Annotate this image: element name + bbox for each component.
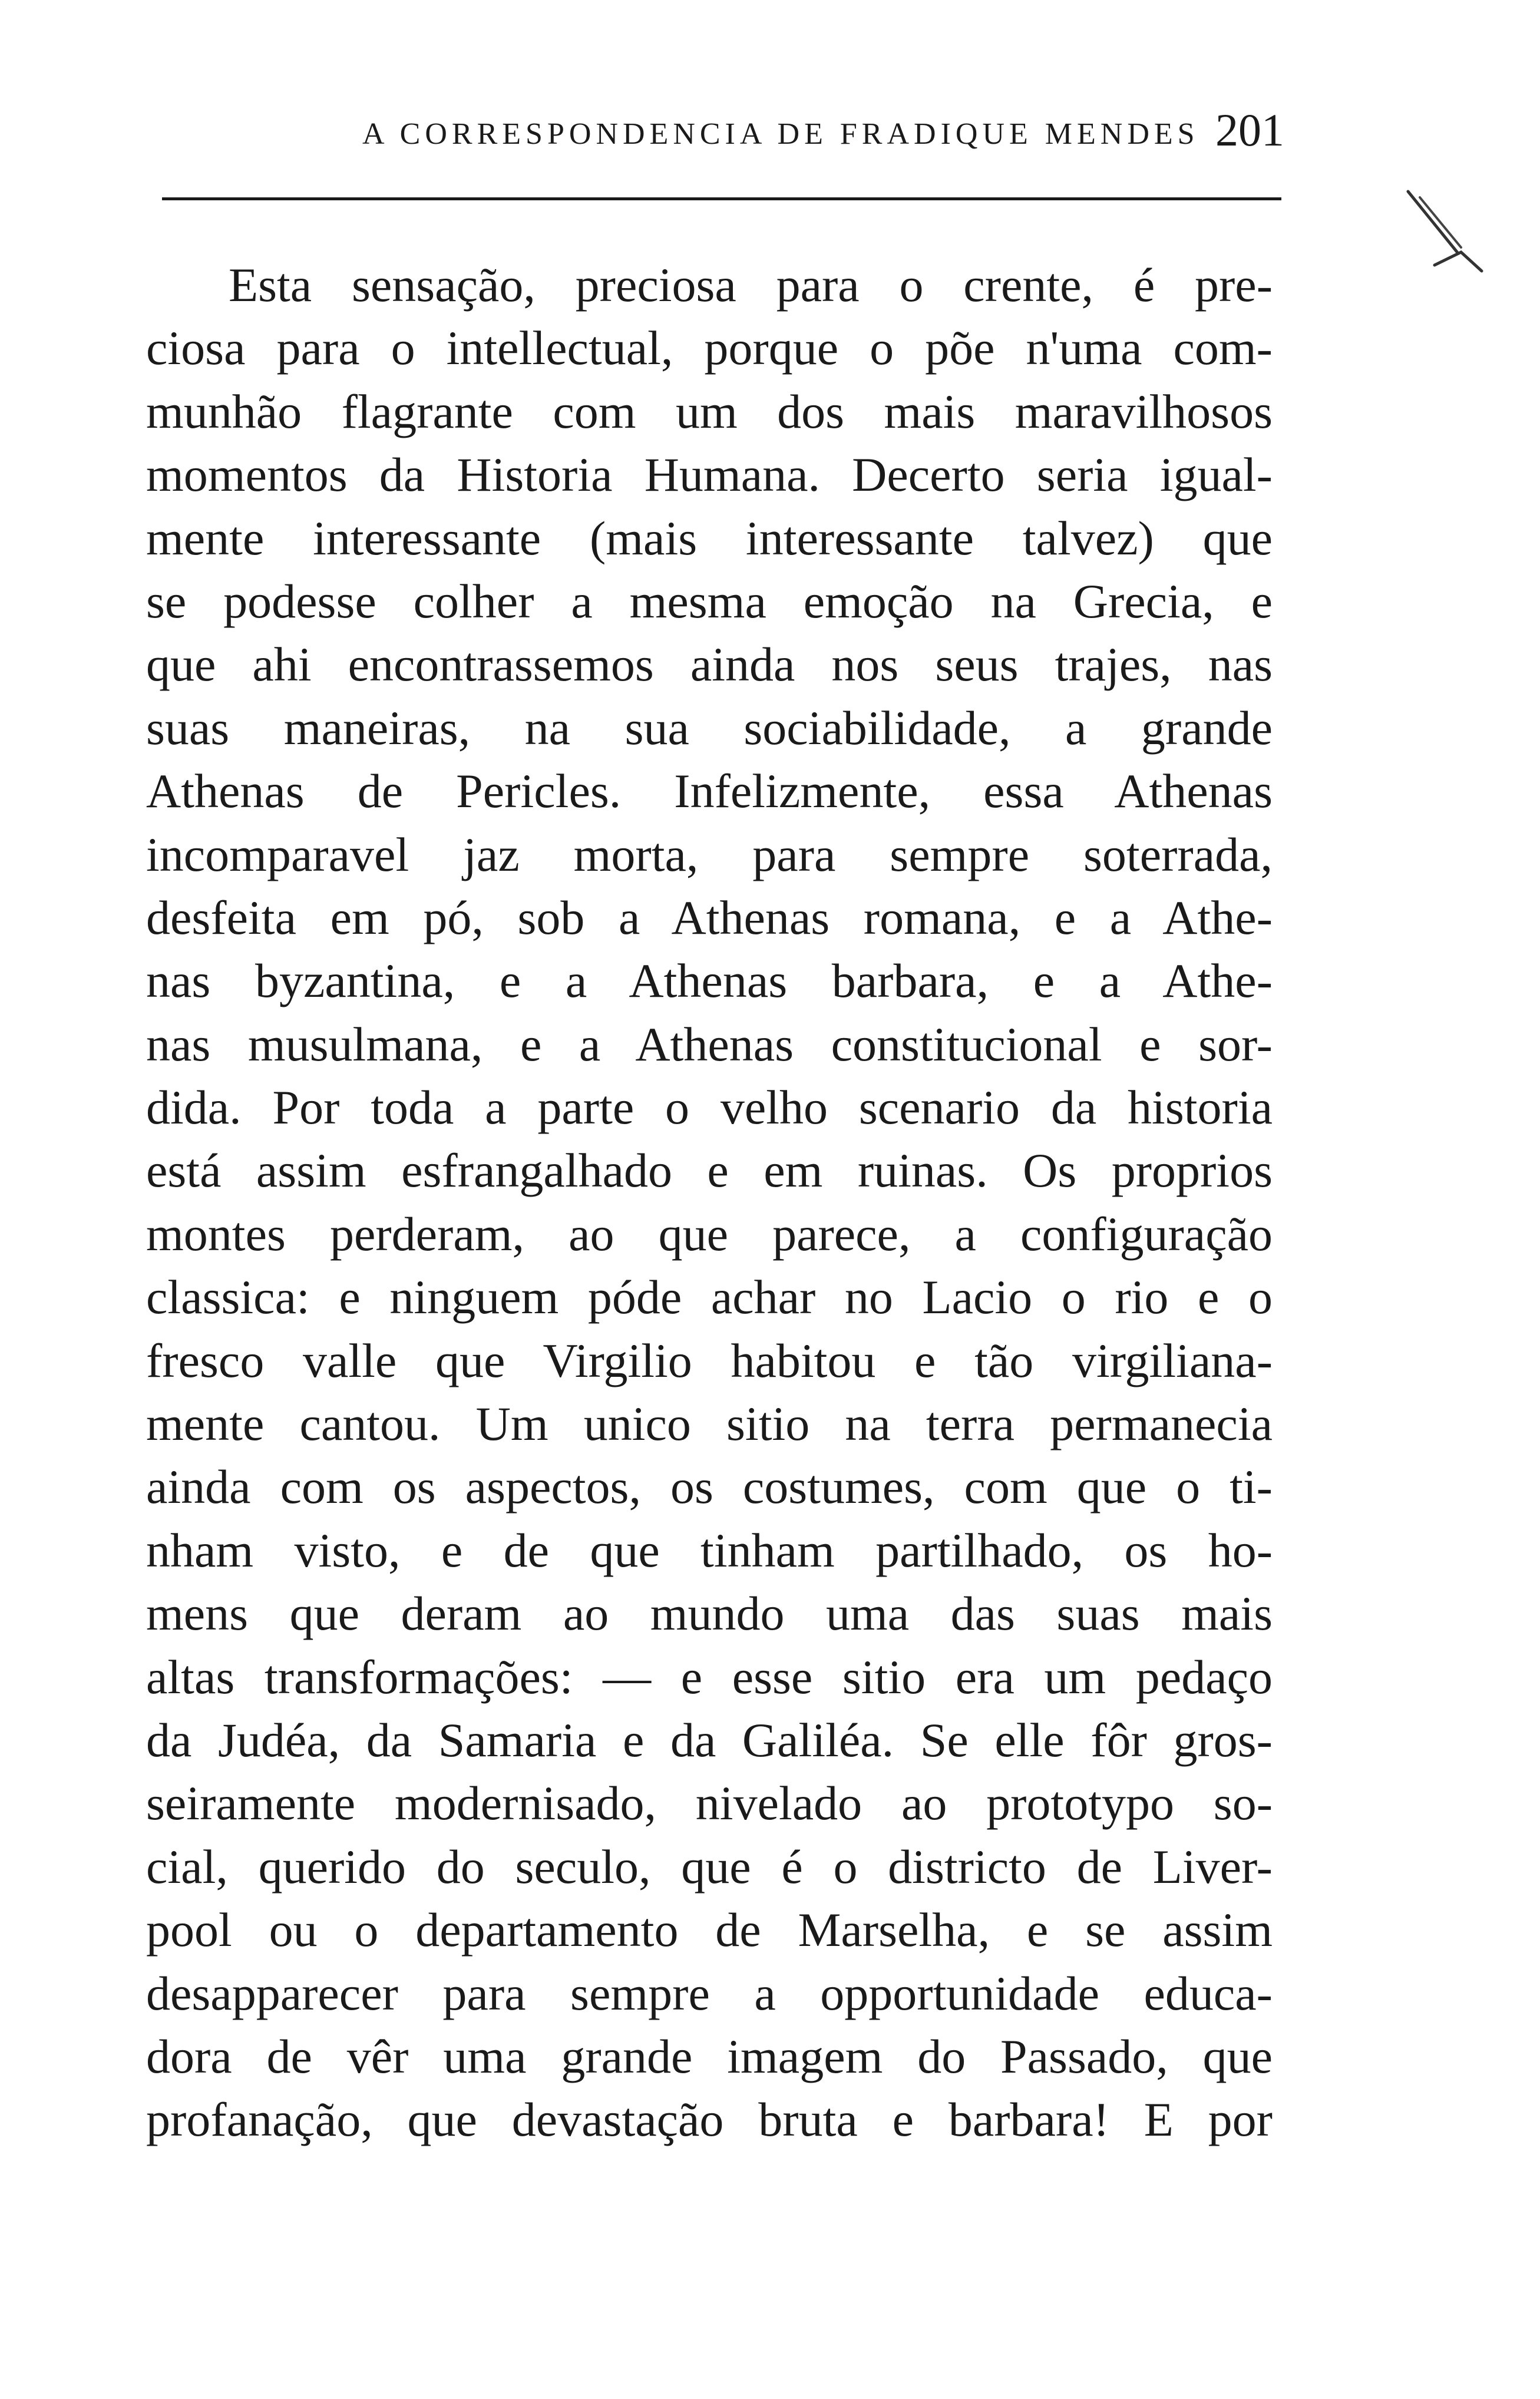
text-line: incomparavel jaz morta, para sempre soterrada, (146, 827, 1273, 881)
header-rule (162, 197, 1281, 200)
text-line: Esta sensação, preciosa para o crente, é pre- (229, 258, 1273, 312)
text-line: cial, querido do seculo, que é o districto de Liver- (146, 1839, 1273, 1894)
text-line: desapparecer para sempre a opportunidade educa- (146, 1966, 1273, 2020)
text-line: dora de vêr uma grande imagem do Passado, que (146, 2029, 1273, 2083)
text-line: seiramente modernisado, nivelado ao prototypo so- (146, 1776, 1273, 1830)
text-line: Athenas de Pericles. Infelizmente, essa Athenas (146, 764, 1273, 818)
running-title: A CORRESPONDENCIA DE FRADIQUE MENDES (362, 117, 1199, 151)
text-line: ainda com os aspectos, os costumes, com que o ti- (146, 1460, 1273, 1514)
text-line: momentos da Historia Humana. Decerto seria igual- (146, 448, 1273, 502)
text-line: se podesse colher a mesma emoção na Grecia, e (146, 574, 1273, 628)
text-line: desfeita em pó, sob a Athenas romana, e a Athe- (146, 890, 1273, 944)
text-line: montes perderam, ao que parece, a configuração (146, 1207, 1273, 1261)
body-text (146, 253, 1273, 2152)
text-line: classica: e ninguem póde achar no Lacio o rio e o (146, 1270, 1273, 1324)
text-line: dida. Por toda a parte o velho scenario da historia (146, 1080, 1273, 1135)
text-line: da Judéa, da Samaria e da Galiléa. Se elle fôr gros- (146, 1713, 1273, 1767)
text-line: está assim esfrangalhado e em ruinas. Os proprios (146, 1144, 1273, 1198)
text-line: que ahi encontrassemos ainda nos seus trajes, nas (146, 637, 1273, 692)
page-number: 201 (1215, 104, 1284, 156)
text-line: mens que deram ao mundo uma das suas mais (146, 1587, 1273, 1641)
text-line: munhão flagrante com um dos mais maravilhosos (146, 384, 1273, 438)
text-line: profanação, que devastação bruta e barbara! E por (146, 2093, 1273, 2147)
page-header (144, 100, 1284, 171)
text-line: nas musulmana, e a Athenas constitucional e sor- (146, 1017, 1273, 1071)
text-line: mente interessante (mais interessante talvez) que (146, 511, 1273, 565)
text-line: suas maneiras, na sua sociabilidade, a grande (146, 700, 1273, 755)
text-line: ciosa para o intellectual, porque o põe n'uma com- (146, 321, 1273, 375)
pencil-mark-icon (1402, 183, 1485, 283)
text-line: nas byzantina, e a Athenas barbara, e a Athe- (146, 954, 1273, 1008)
text-line: mente cantou. Um unico sitio na terra permanecia (146, 1397, 1273, 1451)
text-line: altas transformações: — e esse sitio era um pedaço (146, 1650, 1273, 1704)
text-line: fresco valle que Virgilio habitou e tão virgiliana- (146, 1333, 1273, 1387)
text-line: pool ou o departamento de Marselha, e se assim (146, 1903, 1273, 1957)
text-line: nham visto, e de que tinham partilhado, os ho- (146, 1523, 1273, 1577)
